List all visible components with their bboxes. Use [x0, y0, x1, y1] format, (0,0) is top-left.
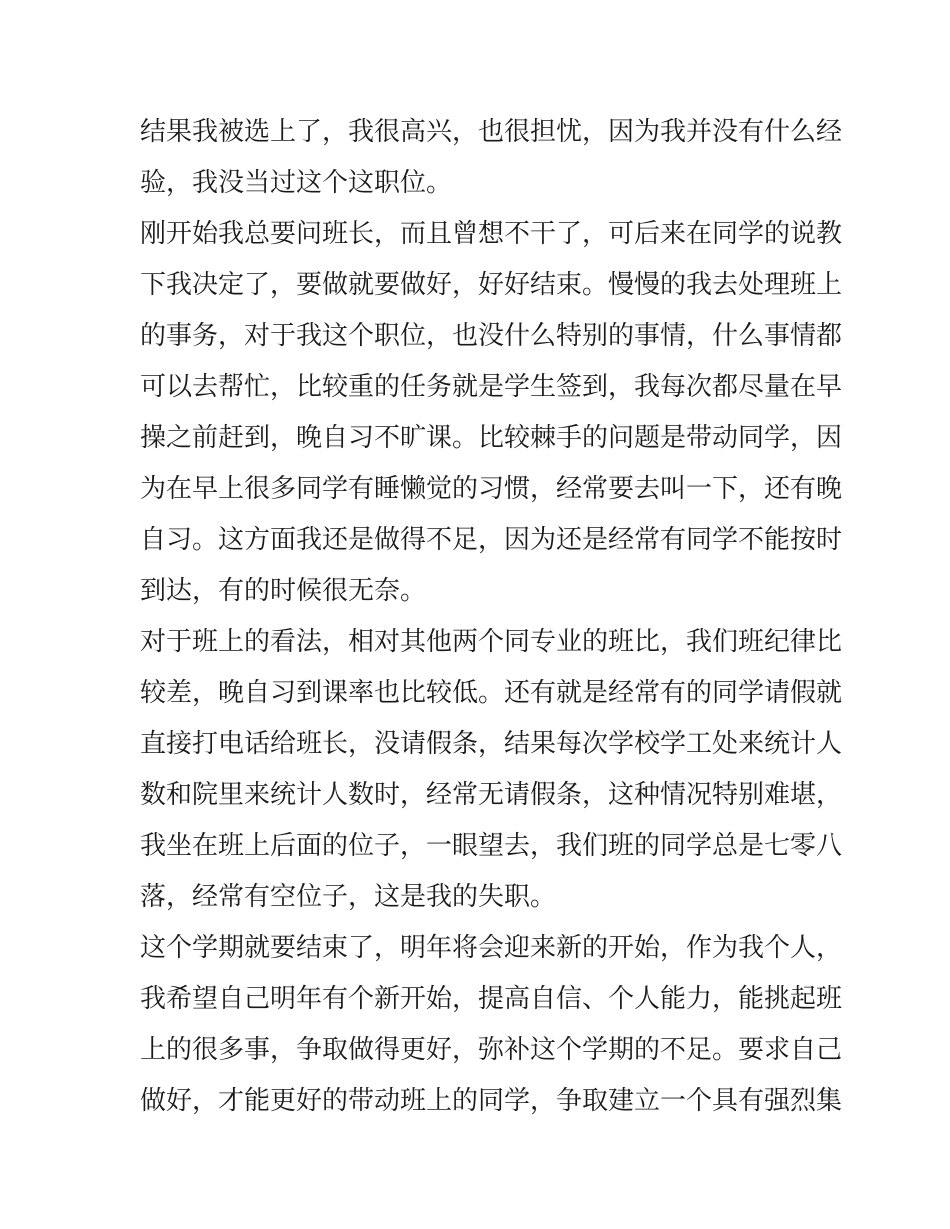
- text-line: 落，经常有空位子，这是我的失职。: [140, 882, 557, 912]
- text-line: 我希望自己明年有个新开始，提高自信、个人能力，能挑起班: [140, 984, 843, 1014]
- text-line: 这个学期就要结束了，明年将会迎来新的开始，作为我个人，: [140, 933, 843, 963]
- text-line: 数和院里来统计人数时，经常无请假条，这种情况特别难堪，: [140, 780, 843, 810]
- text-line: 做好，才能更好的带动班上的同学，争取建立一个具有强烈集: [140, 1086, 843, 1116]
- document-body: [140, 107, 843, 1127]
- text-line: 直接打电话给班长，没请假条，结果每次学校学工处来统计人: [140, 729, 843, 759]
- text-line: 为在早上很多同学有睡懒觉的习惯，经常要去叫一下，还有晚: [140, 474, 843, 504]
- text-line: 刚开始我总要问班长，而且曾想不干了，可后来在同学的说教: [140, 219, 843, 249]
- text-line: 下我决定了，要做就要做好，好好结束。慢慢的我去处理班上: [140, 270, 843, 300]
- text-line: 的事务，对于我这个职位，也没什么特别的事情，什么事情都: [140, 321, 843, 351]
- text-line: 可以去帮忙，比较重的任务就是学生签到，我每次都尽量在早: [140, 372, 843, 402]
- text-line: 我坐在班上后面的位子，一眼望去，我们班的同学总是七零八: [140, 831, 843, 861]
- text-line: 对于班上的看法，相对其他两个同专业的班比，我们班纪律比: [140, 627, 843, 657]
- text-line: 自习。这方面我还是做得不足，因为还是经常有同学不能按时: [140, 525, 843, 555]
- text-line: 操之前赶到，晚自习不旷课。比较棘手的问题是带动同学，因: [140, 423, 843, 453]
- text-line: 上的很多事，争取做得更好，弥补这个学期的不足。要求自己: [140, 1035, 843, 1065]
- text-line: 结果我被选上了，我很高兴，也很担忧，因为我并没有什么经: [140, 117, 843, 147]
- text-line: 验，我没当过这个这职位。: [140, 168, 453, 198]
- text-line: 较差，晚自习到课率也比较低。还有就是经常有的同学请假就: [140, 678, 843, 708]
- text-line: 到达，有的时候很无奈。: [140, 576, 427, 606]
